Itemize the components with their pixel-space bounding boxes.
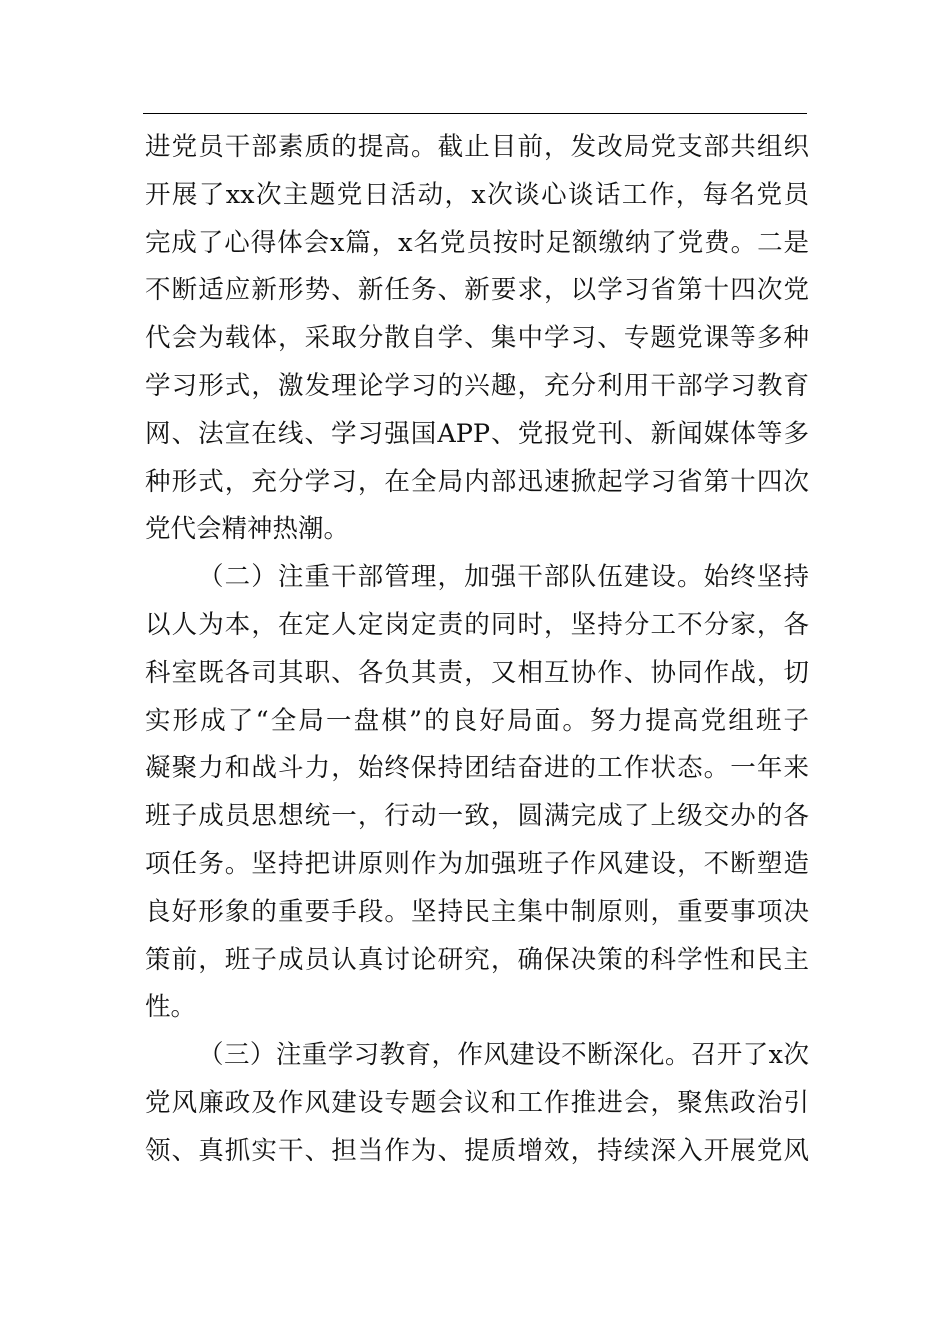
text-line: 以人为本，在定人定岗定责的同时，坚持分工不分家，各 — [145, 609, 809, 640]
text-line-paragraph-end: 党代会精神热潮。 — [145, 514, 350, 545]
text-line: 领、真抓实干、担当作为、提质增效，持续深入开展党风 — [145, 1135, 809, 1166]
text-line: 策前，班子成员认真讨论研究，确保决策的科学性和民主 — [145, 944, 809, 975]
text-line: 科室既各司其职、各负其责，又相互协作、协同作战，切 — [145, 657, 809, 688]
paragraph-heading-2: （二）注重干部管理，加强干部队伍建设。始终坚持 — [198, 562, 809, 593]
text-line: 完成了心得体会x篇，x名党员按时足额缴纳了党费。二是 — [145, 227, 809, 258]
text-line: 代会为载体，采取分散自学、集中学习、专题党课等多种 — [145, 323, 809, 354]
text-line: 实形成了“全局一盘棋”的良好局面。努力提高党组班子 — [145, 705, 809, 736]
text-line: 网、法宣在线、学习强国APP、党报党刊、新闻媒体等多 — [145, 418, 809, 449]
header-rule — [143, 113, 807, 114]
paragraph-heading-3: （三）注重学习教育，作风建设不断深化。召开了x次 — [198, 1040, 809, 1071]
text-line: 开展了xx次主题党日活动，x次谈心谈话工作，每名党员 — [145, 179, 809, 210]
text-line-paragraph-end: 性。 — [145, 992, 197, 1023]
text-line: 党风廉政及作风建设专题会议和工作推进会，聚焦政治引 — [145, 1087, 809, 1118]
text-line: 进党员干部素质的提高。截止目前，发改局党支部共组织 — [145, 132, 809, 162]
text-line: 班子成员思想统一，行动一致，圆满完成了上级交办的各 — [145, 801, 809, 832]
text-line: 种形式，充分学习，在全局内部迅速掀起学习省第十四次 — [145, 466, 809, 497]
text-line: 学习形式，激发理论学习的兴趣，充分利用干部学习教育 — [145, 370, 809, 401]
text-line: 不断适应新形势、新任务、新要求，以学习省第十四次党 — [145, 275, 809, 306]
text-line: 项任务。坚持把讲原则作为加强班子作风建设，不断塑造 — [145, 848, 809, 879]
text-line: 凝聚力和战斗力，始终保持团结奋进的工作状态。一年来 — [145, 753, 809, 784]
document-body — [145, 124, 809, 1176]
text-line: 良好形象的重要手段。坚持民主集中制原则，重要事项决 — [145, 896, 809, 927]
